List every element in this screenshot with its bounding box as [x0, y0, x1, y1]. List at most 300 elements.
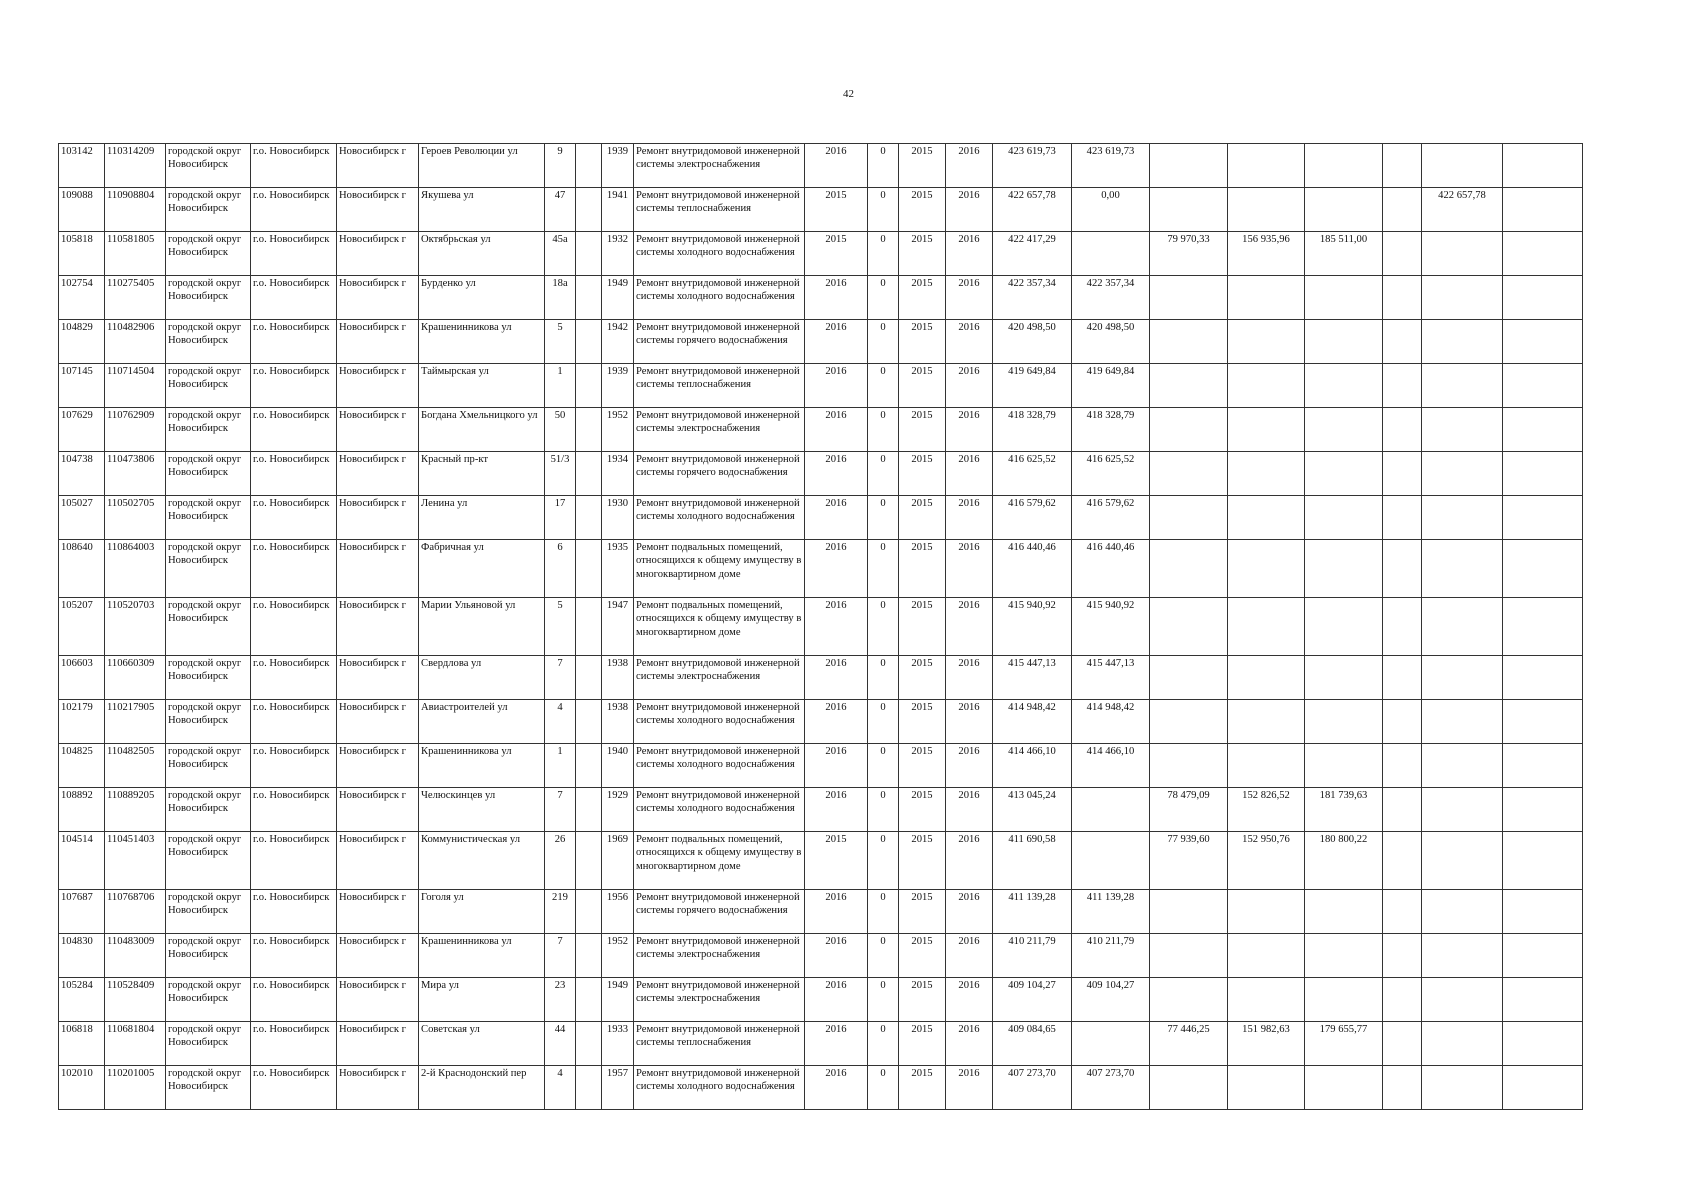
cell-work-type: Ремонт внутридомовой инженерной системы электроснабжения — [634, 656, 805, 700]
cell-cost-7 — [1503, 788, 1583, 832]
cell-cost-4 — [1305, 598, 1383, 656]
cell-house-code: 110528409 — [105, 978, 166, 1022]
cell-work-type: Ремонт внутридомовой инженерной системы холодного водоснабжения — [634, 700, 805, 744]
cell-cost-4 — [1305, 890, 1383, 934]
table-row — [59, 320, 1583, 364]
cell-settlement: Новосибирск г — [337, 832, 419, 890]
cell-year-built: 1929 — [602, 788, 634, 832]
cell-cost-6 — [1422, 598, 1503, 656]
cell-municipality: городской округ Новосибирск — [166, 276, 251, 320]
cell-total-cost: 409 084,65 — [993, 1022, 1072, 1066]
cell-street: Героев Революции ул — [419, 144, 545, 188]
cell-house-code: 110520703 — [105, 598, 166, 656]
cell-cost-4: 180 800,22 — [1305, 832, 1383, 890]
cell-building — [576, 188, 602, 232]
cell-municipality: городской округ Новосибирск — [166, 364, 251, 408]
cell-year-start: 2015 — [899, 408, 946, 452]
cell-cost-4 — [1305, 700, 1383, 744]
table-row — [59, 656, 1583, 700]
cell-building — [576, 408, 602, 452]
cell-cost-1 — [1072, 832, 1150, 890]
cell-settlement: Новосибирск г — [337, 496, 419, 540]
cell-building — [576, 744, 602, 788]
cell-year-start: 2015 — [899, 598, 946, 656]
cell-house-number: 1 — [545, 364, 576, 408]
cell-year-end: 2016 — [946, 788, 993, 832]
cell-cost-6 — [1422, 408, 1503, 452]
cell-year-start: 2015 — [899, 890, 946, 934]
cell-house-code: 110714504 — [105, 364, 166, 408]
cell-record-id: 104830 — [59, 934, 105, 978]
cell-house-code: 110201005 — [105, 1066, 166, 1110]
cell-municipal-unit: г.о. Новосибирск — [251, 890, 337, 934]
cell-cost-5 — [1383, 364, 1422, 408]
cell-cost-2: 77 446,25 — [1150, 1022, 1228, 1066]
cell-cost-6: 422 657,78 — [1422, 188, 1503, 232]
cell-settlement: Новосибирск г — [337, 788, 419, 832]
cell-plan-year: 2016 — [805, 540, 868, 598]
cell-cost-2 — [1150, 364, 1228, 408]
cell-year-start: 2015 — [899, 978, 946, 1022]
cell-municipal-unit: г.о. Новосибирск — [251, 1066, 337, 1110]
cell-year-built: 1930 — [602, 496, 634, 540]
cell-cost-3 — [1228, 890, 1305, 934]
cell-year-start: 2015 — [899, 832, 946, 890]
cell-settlement: Новосибирск г — [337, 452, 419, 496]
cell-work-type: Ремонт внутридомовой инженерной системы холодного водоснабжения — [634, 1066, 805, 1110]
cell-work-type: Ремонт внутридомовой инженерной системы электроснабжения — [634, 934, 805, 978]
cell-cost-2 — [1150, 978, 1228, 1022]
cell-cost-7 — [1503, 276, 1583, 320]
cell-municipal-unit: г.о. Новосибирск — [251, 744, 337, 788]
cell-plan-year: 2016 — [805, 598, 868, 656]
cell-house-number: 23 — [545, 978, 576, 1022]
cell-year-start: 2015 — [899, 700, 946, 744]
cell-municipal-unit: г.о. Новосибирск — [251, 320, 337, 364]
cell-municipality: городской округ Новосибирск — [166, 320, 251, 364]
cell-year-end: 2016 — [946, 188, 993, 232]
cell-municipality: городской округ Новосибирск — [166, 744, 251, 788]
cell-cost-2 — [1150, 540, 1228, 598]
cell-municipal-unit: г.о. Новосибирск — [251, 276, 337, 320]
cell-cost-3: 152 950,76 — [1228, 832, 1305, 890]
cell-plan-year: 2015 — [805, 232, 868, 276]
cell-cost-7 — [1503, 1066, 1583, 1110]
cell-year-start: 2015 — [899, 276, 946, 320]
cell-street: Авиастроителей ул — [419, 700, 545, 744]
cell-work-type: Ремонт подвальных помещений, относящихся к общему имуществу в многоквартирном доме — [634, 540, 805, 598]
cell-cost-4 — [1305, 496, 1383, 540]
cell-cost-2: 78 479,09 — [1150, 788, 1228, 832]
cell-cost-5 — [1383, 320, 1422, 364]
cell-cost-1: 418 328,79 — [1072, 408, 1150, 452]
cell-plan-year: 2016 — [805, 656, 868, 700]
cell-settlement: Новосибирск г — [337, 978, 419, 1022]
cell-flag: 0 — [868, 934, 899, 978]
cell-settlement: Новосибирск г — [337, 232, 419, 276]
cell-cost-3 — [1228, 452, 1305, 496]
cell-municipality: городской округ Новосибирск — [166, 1066, 251, 1110]
cell-street: Фабричная ул — [419, 540, 545, 598]
cell-settlement: Новосибирск г — [337, 656, 419, 700]
cell-cost-2 — [1150, 144, 1228, 188]
cell-building — [576, 452, 602, 496]
cell-plan-year: 2016 — [805, 1066, 868, 1110]
cell-year-start: 2015 — [899, 656, 946, 700]
cell-street: Богдана Хмельницкого ул — [419, 408, 545, 452]
cell-year-start: 2015 — [899, 364, 946, 408]
cell-total-cost: 422 657,78 — [993, 188, 1072, 232]
cell-cost-5 — [1383, 832, 1422, 890]
cell-cost-7 — [1503, 656, 1583, 700]
cell-settlement: Новосибирск г — [337, 890, 419, 934]
cell-year-start: 2015 — [899, 1066, 946, 1110]
cell-cost-6 — [1422, 744, 1503, 788]
cell-settlement: Новосибирск г — [337, 598, 419, 656]
cell-flag: 0 — [868, 496, 899, 540]
cell-municipality: городской округ Новосибирск — [166, 188, 251, 232]
cell-municipal-unit: г.о. Новосибирск — [251, 1022, 337, 1066]
cell-year-built: 1949 — [602, 276, 634, 320]
table-row — [59, 540, 1583, 598]
cell-municipal-unit: г.о. Новосибирск — [251, 832, 337, 890]
cell-year-end: 2016 — [946, 978, 993, 1022]
cell-cost-4 — [1305, 452, 1383, 496]
cell-cost-7 — [1503, 364, 1583, 408]
cell-work-type: Ремонт внутридомовой инженерной системы холодного водоснабжения — [634, 276, 805, 320]
cell-settlement: Новосибирск г — [337, 700, 419, 744]
table-row — [59, 232, 1583, 276]
table-row — [59, 788, 1583, 832]
cell-building — [576, 1022, 602, 1066]
cell-house-number: 7 — [545, 788, 576, 832]
cell-total-cost: 415 940,92 — [993, 598, 1072, 656]
cell-cost-1: 415 447,13 — [1072, 656, 1150, 700]
cell-record-id: 106818 — [59, 1022, 105, 1066]
cell-year-built: 1934 — [602, 452, 634, 496]
cell-municipality: городской округ Новосибирск — [166, 1022, 251, 1066]
cell-cost-3 — [1228, 364, 1305, 408]
cell-cost-7 — [1503, 832, 1583, 890]
cell-total-cost: 415 447,13 — [993, 656, 1072, 700]
cell-record-id: 102010 — [59, 1066, 105, 1110]
cell-cost-1: 409 104,27 — [1072, 978, 1150, 1022]
table-row — [59, 1066, 1583, 1110]
cell-cost-1: 422 357,34 — [1072, 276, 1150, 320]
cell-house-number: 4 — [545, 700, 576, 744]
cell-street: Свердлова ул — [419, 656, 545, 700]
cell-street: Крашенинникова ул — [419, 744, 545, 788]
cell-total-cost: 418 328,79 — [993, 408, 1072, 452]
cell-cost-1: 411 139,28 — [1072, 890, 1150, 934]
cell-year-start: 2015 — [899, 188, 946, 232]
cell-work-type: Ремонт внутридомовой инженерной системы теплоснабжения — [634, 188, 805, 232]
cell-street: Октябрьская ул — [419, 232, 545, 276]
cell-year-start: 2015 — [899, 788, 946, 832]
cell-cost-7 — [1503, 540, 1583, 598]
cell-cost-6 — [1422, 978, 1503, 1022]
cell-flag: 0 — [868, 540, 899, 598]
cell-flag: 0 — [868, 364, 899, 408]
cell-cost-3 — [1228, 1066, 1305, 1110]
cell-cost-7 — [1503, 890, 1583, 934]
cell-plan-year: 2016 — [805, 934, 868, 978]
cell-cost-1 — [1072, 232, 1150, 276]
cell-municipality: городской округ Новосибирск — [166, 788, 251, 832]
cell-cost-5 — [1383, 744, 1422, 788]
cell-municipal-unit: г.о. Новосибирск — [251, 788, 337, 832]
cell-municipality: городской округ Новосибирск — [166, 452, 251, 496]
cell-total-cost: 414 466,10 — [993, 744, 1072, 788]
cell-cost-4 — [1305, 934, 1383, 978]
cell-year-built: 1956 — [602, 890, 634, 934]
cell-work-type: Ремонт внутридомовой инженерной системы электроснабжения — [634, 408, 805, 452]
cell-year-built: 1939 — [602, 144, 634, 188]
cell-work-type: Ремонт подвальных помещений, относящихся к общему имуществу в многоквартирном доме — [634, 598, 805, 656]
cell-cost-4 — [1305, 144, 1383, 188]
cell-record-id: 104825 — [59, 744, 105, 788]
cell-municipality: городской округ Новосибирск — [166, 890, 251, 934]
cell-building — [576, 496, 602, 540]
table-row — [59, 408, 1583, 452]
cell-year-start: 2015 — [899, 934, 946, 978]
cell-cost-5 — [1383, 188, 1422, 232]
cell-building — [576, 232, 602, 276]
cell-house-code: 110864003 — [105, 540, 166, 598]
cell-plan-year: 2016 — [805, 890, 868, 934]
cell-house-number: 1 — [545, 744, 576, 788]
cell-flag: 0 — [868, 232, 899, 276]
cell-house-number: 26 — [545, 832, 576, 890]
cell-flag: 0 — [868, 1022, 899, 1066]
cell-cost-6 — [1422, 496, 1503, 540]
cell-cost-5 — [1383, 452, 1422, 496]
cell-year-built: 1952 — [602, 934, 634, 978]
cell-flag: 0 — [868, 978, 899, 1022]
cell-house-code: 110908804 — [105, 188, 166, 232]
cell-year-built: 1938 — [602, 700, 634, 744]
cell-year-end: 2016 — [946, 144, 993, 188]
cell-cost-5 — [1383, 700, 1422, 744]
cell-house-number: 219 — [545, 890, 576, 934]
cell-cost-5 — [1383, 1022, 1422, 1066]
cell-municipality: городской округ Новосибирск — [166, 832, 251, 890]
cell-cost-2 — [1150, 408, 1228, 452]
cell-cost-1: 414 948,42 — [1072, 700, 1150, 744]
cell-total-cost: 422 417,29 — [993, 232, 1072, 276]
cell-building — [576, 144, 602, 188]
cell-building — [576, 364, 602, 408]
cell-plan-year: 2015 — [805, 188, 868, 232]
cell-street: Якушева ул — [419, 188, 545, 232]
cell-year-end: 2016 — [946, 1066, 993, 1110]
cell-cost-3 — [1228, 144, 1305, 188]
cell-building — [576, 832, 602, 890]
table-row — [59, 364, 1583, 408]
cell-plan-year: 2016 — [805, 144, 868, 188]
cell-house-code: 110889205 — [105, 788, 166, 832]
table-row — [59, 188, 1583, 232]
cell-building — [576, 656, 602, 700]
cell-house-code: 110681804 — [105, 1022, 166, 1066]
cell-house-number: 50 — [545, 408, 576, 452]
cell-cost-1: 416 579,62 — [1072, 496, 1150, 540]
cell-work-type: Ремонт внутридомовой инженерной системы холодного водоснабжения — [634, 744, 805, 788]
capital-repair-register-table — [58, 143, 1583, 1110]
cell-street: Гоголя ул — [419, 890, 545, 934]
cell-year-end: 2016 — [946, 540, 993, 598]
cell-year-end: 2016 — [946, 832, 993, 890]
cell-cost-7 — [1503, 1022, 1583, 1066]
cell-cost-5 — [1383, 598, 1422, 656]
page-number: 42 — [843, 88, 854, 100]
cell-municipal-unit: г.о. Новосибирск — [251, 978, 337, 1022]
cell-street: Советская ул — [419, 1022, 545, 1066]
cell-plan-year: 2016 — [805, 744, 868, 788]
cell-settlement: Новосибирск г — [337, 320, 419, 364]
cell-cost-6 — [1422, 788, 1503, 832]
cell-record-id: 102754 — [59, 276, 105, 320]
cell-year-built: 1939 — [602, 364, 634, 408]
cell-building — [576, 320, 602, 364]
table-row — [59, 978, 1583, 1022]
cell-building — [576, 788, 602, 832]
cell-plan-year: 2016 — [805, 364, 868, 408]
cell-street: Марии Ульяновой ул — [419, 598, 545, 656]
cell-cost-4: 185 511,00 — [1305, 232, 1383, 276]
cell-street: Крашенинникова ул — [419, 934, 545, 978]
cell-cost-1: 410 211,79 — [1072, 934, 1150, 978]
cell-year-built: 1942 — [602, 320, 634, 364]
cell-cost-1: 419 649,84 — [1072, 364, 1150, 408]
cell-cost-2 — [1150, 496, 1228, 540]
cell-settlement: Новосибирск г — [337, 276, 419, 320]
cell-municipality: городской округ Новосибирск — [166, 934, 251, 978]
cell-cost-3 — [1228, 700, 1305, 744]
cell-house-number: 9 — [545, 144, 576, 188]
cell-cost-6 — [1422, 832, 1503, 890]
cell-cost-1 — [1072, 1022, 1150, 1066]
cell-flag: 0 — [868, 788, 899, 832]
cell-cost-7 — [1503, 496, 1583, 540]
cell-cost-2 — [1150, 598, 1228, 656]
cell-building — [576, 700, 602, 744]
cell-record-id: 108640 — [59, 540, 105, 598]
cell-cost-7 — [1503, 934, 1583, 978]
cell-cost-5 — [1383, 496, 1422, 540]
cell-cost-2 — [1150, 276, 1228, 320]
cell-year-end: 2016 — [946, 656, 993, 700]
cell-total-cost: 423 619,73 — [993, 144, 1072, 188]
cell-cost-3 — [1228, 408, 1305, 452]
cell-municipality: городской округ Новосибирск — [166, 598, 251, 656]
cell-work-type: Ремонт внутридомовой инженерной системы холодного водоснабжения — [634, 788, 805, 832]
cell-municipal-unit: г.о. Новосибирск — [251, 496, 337, 540]
cell-cost-3: 152 826,52 — [1228, 788, 1305, 832]
cell-cost-6 — [1422, 656, 1503, 700]
cell-record-id: 108892 — [59, 788, 105, 832]
cell-year-end: 2016 — [946, 744, 993, 788]
table-row — [59, 1022, 1583, 1066]
cell-cost-4 — [1305, 656, 1383, 700]
table-row — [59, 598, 1583, 656]
cell-building — [576, 276, 602, 320]
cell-cost-7 — [1503, 188, 1583, 232]
cell-record-id: 104514 — [59, 832, 105, 890]
cell-plan-year: 2016 — [805, 788, 868, 832]
cell-total-cost: 416 579,62 — [993, 496, 1072, 540]
cell-cost-4: 179 655,77 — [1305, 1022, 1383, 1066]
cell-municipality: городской округ Новосибирск — [166, 540, 251, 598]
cell-municipal-unit: г.о. Новосибирск — [251, 452, 337, 496]
cell-cost-7 — [1503, 744, 1583, 788]
cell-cost-6 — [1422, 890, 1503, 934]
cell-cost-3 — [1228, 540, 1305, 598]
cell-total-cost: 420 498,50 — [993, 320, 1072, 364]
cell-cost-6 — [1422, 364, 1503, 408]
cell-year-start: 2015 — [899, 452, 946, 496]
cell-settlement: Новосибирск г — [337, 364, 419, 408]
cell-work-type: Ремонт внутридомовой инженерной системы горячего водоснабжения — [634, 452, 805, 496]
cell-house-code: 110660309 — [105, 656, 166, 700]
cell-municipal-unit: г.о. Новосибирск — [251, 700, 337, 744]
cell-cost-4 — [1305, 978, 1383, 1022]
cell-year-end: 2016 — [946, 598, 993, 656]
table-row — [59, 832, 1583, 890]
cell-cost-7 — [1503, 320, 1583, 364]
cell-cost-2: 79 970,33 — [1150, 232, 1228, 276]
cell-municipality: городской округ Новосибирск — [166, 408, 251, 452]
cell-plan-year: 2016 — [805, 408, 868, 452]
cell-record-id: 103142 — [59, 144, 105, 188]
cell-house-number: 5 — [545, 320, 576, 364]
cell-cost-5 — [1383, 788, 1422, 832]
cell-cost-4: 181 739,63 — [1305, 788, 1383, 832]
cell-cost-3 — [1228, 934, 1305, 978]
cell-record-id: 105207 — [59, 598, 105, 656]
cell-cost-2: 77 939,60 — [1150, 832, 1228, 890]
cell-cost-6 — [1422, 540, 1503, 598]
cell-work-type: Ремонт внутридомовой инженерной системы холодного водоснабжения — [634, 232, 805, 276]
cell-cost-2 — [1150, 320, 1228, 364]
cell-record-id: 107145 — [59, 364, 105, 408]
cell-year-built: 1941 — [602, 188, 634, 232]
cell-work-type: Ремонт внутридомовой инженерной системы электроснабжения — [634, 144, 805, 188]
table-row — [59, 934, 1583, 978]
cell-record-id: 104738 — [59, 452, 105, 496]
cell-settlement: Новосибирск г — [337, 1022, 419, 1066]
cell-plan-year: 2016 — [805, 452, 868, 496]
cell-year-built: 1969 — [602, 832, 634, 890]
cell-work-type: Ремонт внутридомовой инженерной системы горячего водоснабжения — [634, 890, 805, 934]
cell-house-code: 110768706 — [105, 890, 166, 934]
cell-street: Ленина ул — [419, 496, 545, 540]
cell-plan-year: 2016 — [805, 700, 868, 744]
cell-building — [576, 890, 602, 934]
cell-total-cost: 409 104,27 — [993, 978, 1072, 1022]
cell-year-end: 2016 — [946, 934, 993, 978]
cell-record-id: 107687 — [59, 890, 105, 934]
cell-cost-6 — [1422, 144, 1503, 188]
cell-plan-year: 2016 — [805, 1022, 868, 1066]
cell-work-type: Ремонт внутридомовой инженерной системы холодного водоснабжения — [634, 496, 805, 540]
cell-cost-6 — [1422, 276, 1503, 320]
cell-house-number: 5 — [545, 598, 576, 656]
cell-cost-3 — [1228, 744, 1305, 788]
cell-year-start: 2015 — [899, 744, 946, 788]
cell-record-id: 106603 — [59, 656, 105, 700]
cell-record-id: 109088 — [59, 188, 105, 232]
